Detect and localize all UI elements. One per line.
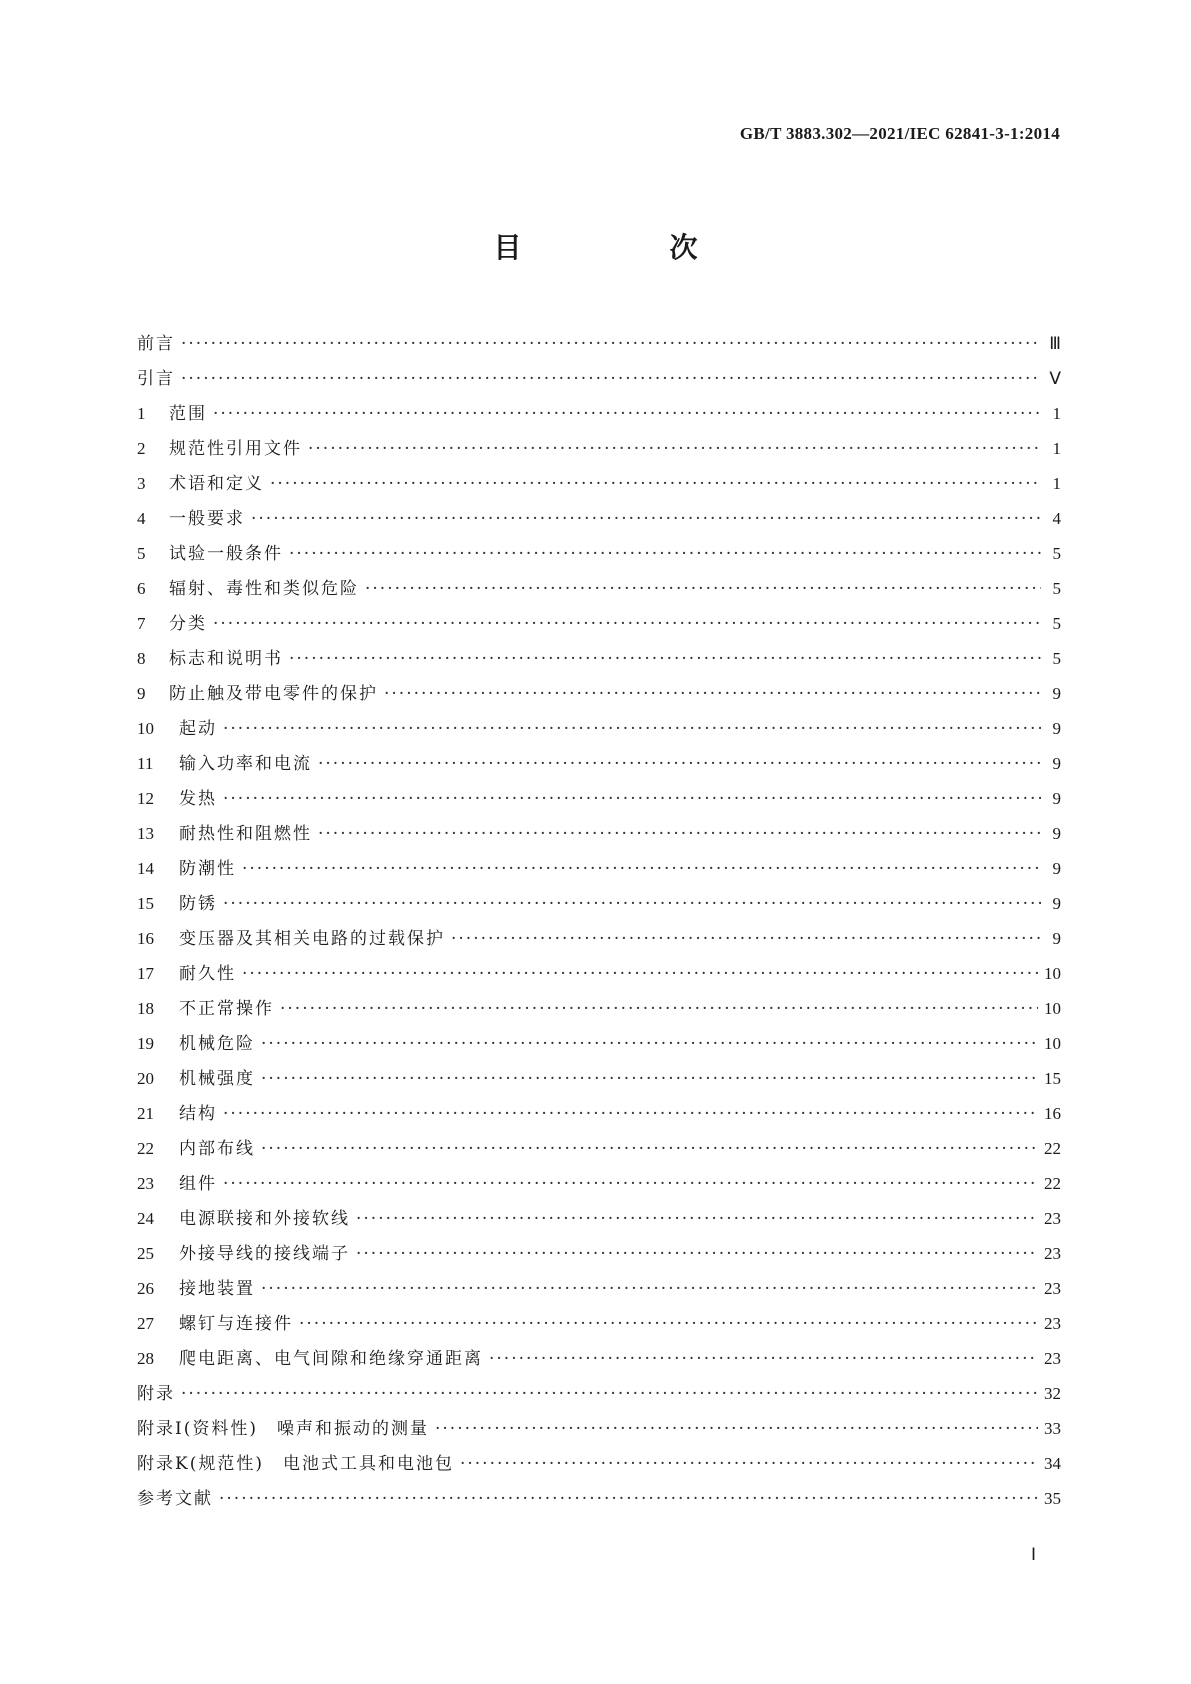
toc-entry-label: 内部布线 [179, 1139, 255, 1159]
toc-entry[interactable] [137, 1481, 1061, 1516]
toc-entry-number: 11 [137, 754, 154, 773]
toc-entry-page: 1 [1052, 439, 1061, 458]
toc-leader-dots [451, 922, 1041, 957]
toc-entry-label: 不正常操作 [179, 999, 274, 1019]
toc-entry-label: 输入功率和电流 [179, 754, 312, 774]
table-of-contents [137, 326, 1061, 1516]
toc-leader-dots [270, 467, 1041, 502]
toc-entry-page: 22 [1044, 1174, 1061, 1193]
toc-entry-number: 27 [137, 1314, 154, 1333]
toc-entry[interactable] [137, 1411, 1061, 1446]
toc-entry[interactable] [137, 711, 1061, 746]
toc-entry-label: 辐射、毒性和类似危险 [169, 579, 359, 599]
toc-entry-page: 23 [1044, 1244, 1061, 1263]
toc-entry-number: 22 [137, 1139, 154, 1158]
toc-leader-dots [181, 1377, 1038, 1412]
toc-entry-number: 6 [137, 579, 146, 598]
toc-entry-label: 机械强度 [179, 1069, 255, 1089]
toc-leader-dots [223, 1167, 1038, 1202]
standard-code: GB/T 3883.302—2021/IEC 62841-3-1:2014 [739, 124, 1060, 143]
toc-leader-dots [213, 397, 1041, 432]
toc-leader-dots [289, 537, 1041, 572]
toc-entry[interactable] [137, 1061, 1061, 1096]
toc-leader-dots [435, 1412, 1038, 1447]
toc-leader-dots [213, 607, 1041, 642]
toc-entry-number: 13 [137, 824, 154, 843]
toc-entry-label: 分类 [169, 614, 207, 634]
toc-entry-page: 9 [1052, 684, 1061, 703]
toc-entry-page: 23 [1044, 1349, 1061, 1368]
toc-entry-number: 8 [137, 649, 146, 668]
toc-entry-label: 试验一般条件 [169, 544, 283, 564]
toc-entry-page: 9 [1052, 894, 1061, 913]
toc-entry[interactable] [137, 781, 1061, 816]
toc-entry[interactable] [137, 466, 1061, 501]
toc-entry[interactable] [137, 921, 1061, 956]
toc-entry[interactable] [137, 501, 1061, 536]
toc-entry-label: 前言 [137, 334, 175, 354]
toc-entry-label: 组件 [179, 1174, 217, 1194]
toc-entry-label: 规范性引用文件 [169, 439, 302, 459]
toc-entry-page: 5 [1052, 614, 1061, 633]
toc-entry[interactable] [137, 851, 1061, 886]
toc-entry-label: 防潮性 [179, 859, 236, 879]
toc-entry-page: 33 [1044, 1419, 1061, 1438]
toc-entry-page: 23 [1044, 1314, 1061, 1333]
toc-leader-dots [261, 1062, 1038, 1097]
toc-entry-page: 9 [1052, 859, 1061, 878]
toc-entry[interactable] [137, 1236, 1061, 1271]
toc-entry[interactable] [137, 1341, 1061, 1376]
toc-entry-number: 21 [137, 1104, 154, 1123]
toc-entry-label: 接地装置 [179, 1279, 255, 1299]
toc-entry-label: 附录 [137, 1384, 175, 1404]
toc-entry-number: 26 [137, 1279, 154, 1298]
toc-entry-page: 9 [1052, 929, 1061, 948]
toc-entry-label: 机械危险 [179, 1034, 255, 1054]
toc-leader-dots [223, 887, 1041, 922]
toc-entry-label: 术语和定义 [169, 474, 264, 494]
toc-leader-dots [280, 992, 1038, 1027]
toc-entry-label: 引言 [137, 369, 175, 389]
toc-entry[interactable] [137, 746, 1061, 781]
toc-entry-label: 范围 [169, 404, 207, 424]
toc-entry-number: 25 [137, 1244, 154, 1263]
toc-entry[interactable] [137, 431, 1061, 466]
toc-entry[interactable] [137, 606, 1061, 641]
toc-entry-label: 标志和说明书 [169, 649, 283, 669]
toc-entry-number: 1 [137, 404, 146, 423]
toc-entry-label: 防锈 [179, 894, 217, 914]
toc-leader-dots [223, 782, 1041, 817]
toc-leader-dots [365, 572, 1041, 607]
toc-entry[interactable] [137, 991, 1061, 1026]
toc-entry-label: 电源联接和外接软线 [179, 1209, 350, 1229]
toc-entry-label: 螺钉与连接件 [179, 1314, 293, 1334]
toc-entry-page: 10 [1044, 1034, 1061, 1053]
toc-entry-page: 1 [1052, 474, 1061, 493]
toc-entry-page: 5 [1052, 649, 1061, 668]
toc-leader-dots [219, 1482, 1038, 1517]
toc-leader-dots [223, 712, 1041, 747]
toc-leader-dots [181, 362, 1041, 397]
toc-entry[interactable] [137, 886, 1061, 921]
toc-entry-number: 2 [137, 439, 146, 458]
toc-leader-dots [356, 1237, 1038, 1272]
toc-entry-page: 35 [1044, 1489, 1061, 1508]
toc-entry-number: 16 [137, 929, 154, 948]
toc-entry[interactable] [137, 1026, 1061, 1061]
toc-entry-number: 23 [137, 1174, 154, 1193]
toc-entry[interactable] [137, 361, 1061, 396]
toc-entry-label: 发热 [179, 789, 217, 809]
toc-entry[interactable] [137, 641, 1061, 676]
toc-leader-dots [460, 1447, 1038, 1482]
toc-entry-page: 32 [1044, 1384, 1061, 1403]
toc-entry-page: 9 [1052, 824, 1061, 843]
toc-leader-dots [223, 1097, 1038, 1132]
toc-leader-dots [242, 957, 1038, 992]
toc-entry[interactable] [137, 1271, 1061, 1306]
toc-entry-label: 附录Ⅰ(资料性) 噪声和振动的测量 [137, 1419, 429, 1439]
toc-entry[interactable] [137, 536, 1061, 571]
toc-entry-label: 防止触及带电零件的保护 [169, 684, 378, 704]
toc-entry-number: 15 [137, 894, 154, 913]
toc-entry-number: 9 [137, 684, 146, 703]
toc-entry[interactable] [137, 1306, 1061, 1341]
toc-entry-number: 17 [137, 964, 154, 983]
toc-entry-label: 结构 [179, 1104, 217, 1124]
toc-entry-number: 10 [137, 719, 154, 738]
toc-entry-page: 10 [1044, 999, 1061, 1018]
page-title: 目 次 [493, 231, 758, 264]
toc-entry-page: 9 [1052, 754, 1061, 773]
toc-entry-page: 9 [1052, 719, 1061, 738]
toc-entry[interactable] [137, 1446, 1061, 1481]
toc-entry-label: 附录K(规范性) 电池式工具和电池包 [137, 1454, 454, 1474]
toc-leader-dots [261, 1132, 1038, 1167]
toc-entry-page: 9 [1052, 789, 1061, 808]
toc-entry[interactable] [137, 1166, 1061, 1201]
toc-leader-dots [242, 852, 1041, 887]
toc-leader-dots [289, 642, 1041, 677]
toc-entry-page: 5 [1052, 544, 1061, 563]
toc-entry[interactable] [137, 1376, 1061, 1411]
toc-entry-number: 28 [137, 1349, 154, 1368]
toc-leader-dots [261, 1272, 1038, 1307]
toc-entry[interactable] [137, 1131, 1061, 1166]
toc-entry-page: 4 [1052, 509, 1061, 528]
toc-entry-label: 耐热性和阻燃性 [179, 824, 312, 844]
toc-leader-dots [318, 747, 1041, 782]
toc-entry-number: 14 [137, 859, 154, 878]
toc-entry-label: 参考文献 [137, 1489, 213, 1509]
toc-leader-dots [261, 1027, 1038, 1062]
toc-entry-page: Ⅴ [1049, 369, 1061, 388]
toc-leader-dots [384, 677, 1041, 712]
toc-entry[interactable] [137, 1201, 1061, 1236]
toc-entry-page: Ⅲ [1049, 334, 1061, 353]
toc-entry-label: 爬电距离、电气间隙和绝缘穿通距离 [179, 1349, 483, 1369]
toc-entry-label: 起动 [179, 719, 217, 739]
toc-entry-page: 22 [1044, 1139, 1061, 1158]
toc-leader-dots [489, 1342, 1038, 1377]
toc-entry-page: 10 [1044, 964, 1061, 983]
toc-entry-page: 23 [1044, 1209, 1061, 1228]
page-number: Ⅰ [1030, 1545, 1036, 1564]
toc-leader-dots [181, 327, 1041, 362]
toc-entry-number: 18 [137, 999, 154, 1018]
toc-entry-page: 23 [1044, 1279, 1061, 1298]
toc-entry-label: 一般要求 [169, 509, 245, 529]
toc-leader-dots [299, 1307, 1038, 1342]
toc-entry[interactable] [137, 956, 1061, 991]
toc-entry-number: 5 [137, 544, 146, 563]
toc-entry[interactable] [137, 816, 1061, 851]
toc-entry-page: 34 [1044, 1454, 1061, 1473]
toc-entry[interactable] [137, 571, 1061, 606]
toc-entry[interactable] [137, 396, 1061, 431]
toc-leader-dots [251, 502, 1041, 537]
toc-entry-page: 16 [1044, 1104, 1061, 1123]
toc-entry-number: 19 [137, 1034, 154, 1053]
toc-entry-page: 1 [1052, 404, 1061, 423]
toc-entry-label: 耐久性 [179, 964, 236, 984]
toc-leader-dots [356, 1202, 1038, 1237]
toc-entry-page: 5 [1052, 579, 1061, 598]
toc-entry-number: 24 [137, 1209, 154, 1228]
toc-leader-dots [318, 817, 1041, 852]
toc-entry-number: 12 [137, 789, 154, 808]
toc-leader-dots [308, 432, 1041, 467]
toc-entry-page: 15 [1044, 1069, 1061, 1088]
toc-entry-label: 外接导线的接线端子 [179, 1244, 350, 1264]
toc-entry[interactable] [137, 326, 1061, 361]
toc-entry[interactable] [137, 1096, 1061, 1131]
toc-entry-number: 7 [137, 614, 146, 633]
toc-entry-label: 变压器及其相关电路的过载保护 [179, 929, 445, 949]
toc-entry-number: 3 [137, 474, 146, 493]
toc-entry-number: 4 [137, 509, 146, 528]
toc-entry-number: 20 [137, 1069, 154, 1088]
toc-entry[interactable] [137, 676, 1061, 711]
